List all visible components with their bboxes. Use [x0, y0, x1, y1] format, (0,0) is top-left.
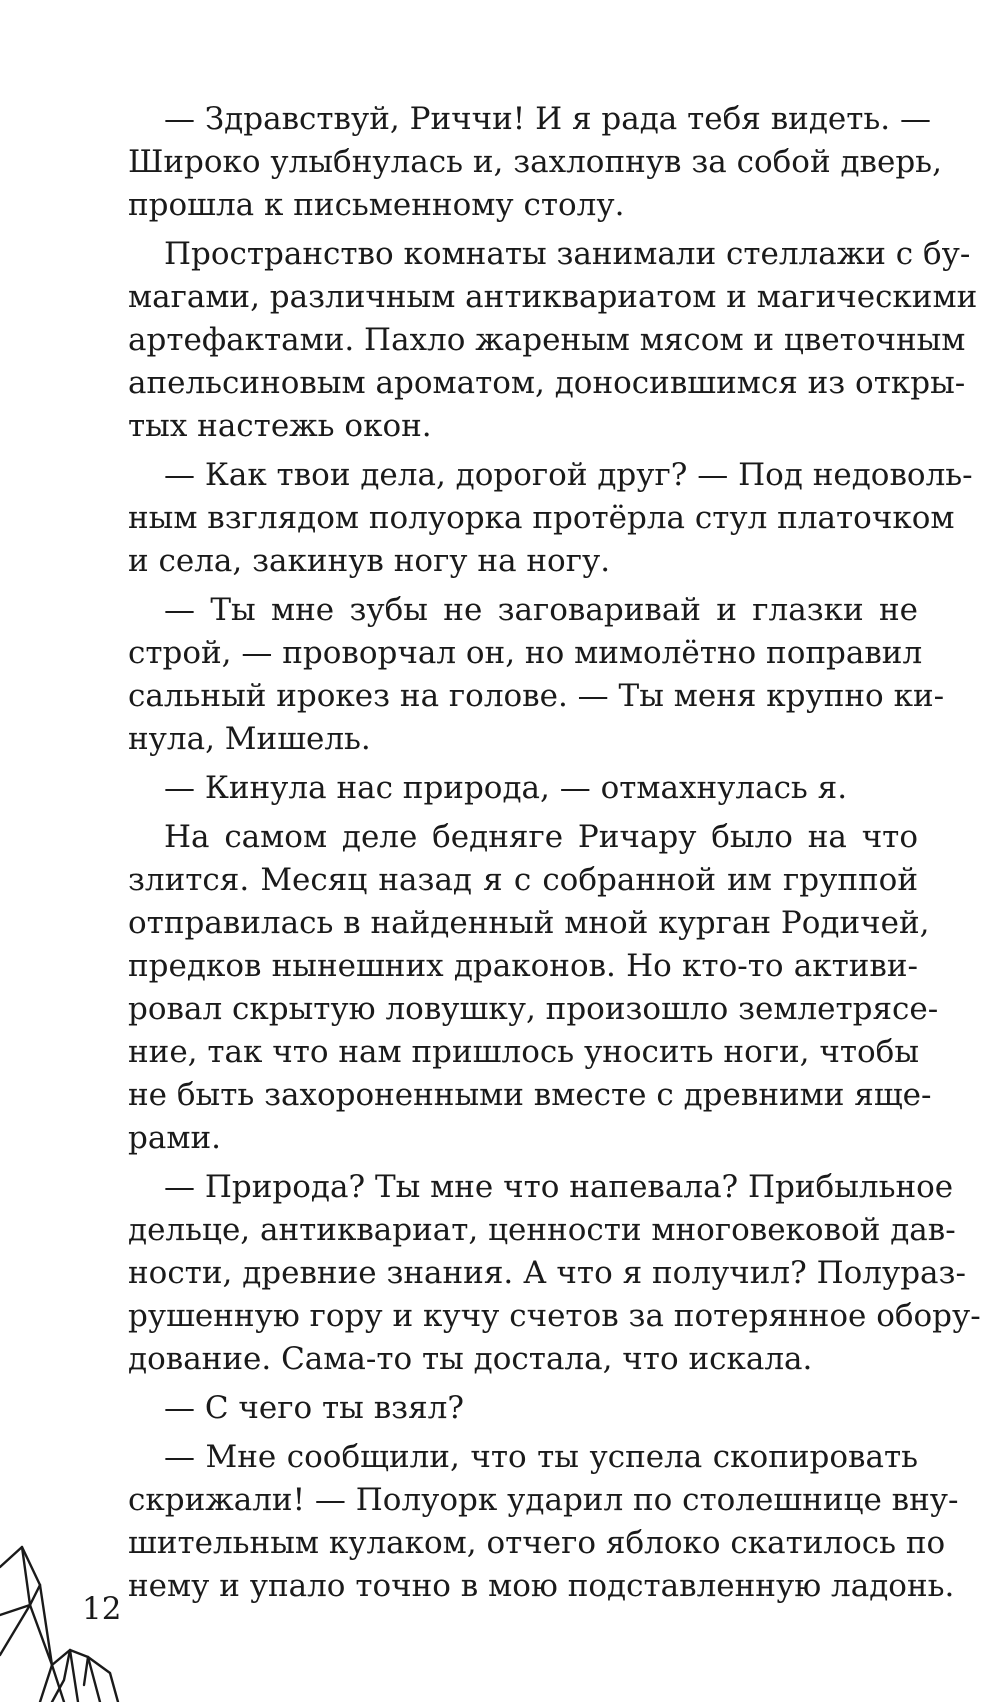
- text-line: тых настежь окон.: [128, 408, 432, 444]
- text-line: — Кинула нас природа, — отмахнулась я.: [164, 770, 848, 806]
- text-line: ние, так что нам пришлось уносить ноги, чтобы: [128, 1034, 919, 1070]
- body-text: [128, 98, 981, 1608]
- text-line: магами, различным антиквариатом и магическими: [128, 279, 978, 315]
- text-line: нула, Мишель.: [128, 721, 371, 757]
- text-line: злится. Месяц назад я с собранной им группой: [128, 862, 918, 898]
- text-line: дельце, антиквариат, ценности многовековой дав-: [128, 1212, 956, 1248]
- paragraph: [128, 816, 939, 1160]
- paragraph: [128, 1436, 959, 1608]
- text-line: рами.: [128, 1120, 221, 1156]
- paragraph: [128, 1387, 918, 1430]
- text-line: отправилась в найденный мной курган Родичей,: [128, 905, 930, 941]
- text-line: прошла к письменному столу.: [128, 187, 625, 223]
- text-line: скрижали! — Полуорк ударил по столешнице вну-: [128, 1482, 959, 1518]
- crystal-decoration-icon: [0, 1545, 135, 1702]
- text-line: — Ты мне зубы не заговаривай и глазки не: [164, 592, 918, 628]
- text-line: — Как твои дела, дорогой друг? — Под недоволь-: [164, 457, 973, 493]
- text-line: нему и упало точно в мою подставленную ладонь.: [128, 1568, 955, 1604]
- page-number: 12: [82, 1591, 122, 1627]
- text-line: шительным кулаком, отчего яблоко скатилось по: [128, 1525, 946, 1561]
- text-line: Пространство комнаты занимали стеллажи с бу-: [164, 236, 971, 272]
- paragraph: [128, 767, 918, 810]
- text-line: апельсиновым ароматом, доносившимся из откры-: [128, 365, 966, 401]
- text-line: строй, — проворчал он, но мимолётно поправил: [128, 635, 923, 671]
- text-line: предков нынешних драконов. Но кто-то активи-: [128, 948, 918, 984]
- text-line: — С чего ты взял?: [164, 1390, 464, 1426]
- text-line: ным взглядом полуорка протёрла стул платочком: [128, 500, 955, 536]
- text-line: — Природа? Ты мне что напевала? Прибыльное: [164, 1169, 954, 1205]
- text-line: На самом деле бедняге Ричару было на что: [164, 819, 918, 855]
- paragraph: [128, 233, 978, 448]
- text-line: сальный ирокез на голове. — Ты меня крупно ки-: [128, 678, 945, 714]
- paragraph: [128, 98, 942, 227]
- text-line: рушенную гору и кучу счетов за потерянное обору-: [128, 1298, 981, 1334]
- text-line: артефактами. Пахло жареным мясом и цветочным: [128, 322, 966, 358]
- text-line: — Здравствуй, Риччи! И я рада тебя видеть. —: [164, 101, 931, 137]
- paragraph: [128, 589, 945, 761]
- text-line: Широко улыбнулась и, захлопнув за собой дверь,: [128, 144, 942, 180]
- text-line: ровал скрытую ловушку, произошло землетрясе-: [128, 991, 939, 1027]
- text-line: ности, древние знания. А что я получил? Полураз-: [128, 1255, 966, 1291]
- paragraph: [128, 454, 973, 583]
- text-line: дование. Сама-то ты достала, что искала.: [128, 1341, 813, 1377]
- paragraph: [128, 1166, 981, 1381]
- text-line: и села, закинув ногу на ногу.: [128, 543, 611, 579]
- text-line: не быть захороненными вместе с древними яще-: [128, 1077, 932, 1113]
- text-line: — Мне сообщили, что ты успела скопировать: [164, 1439, 918, 1475]
